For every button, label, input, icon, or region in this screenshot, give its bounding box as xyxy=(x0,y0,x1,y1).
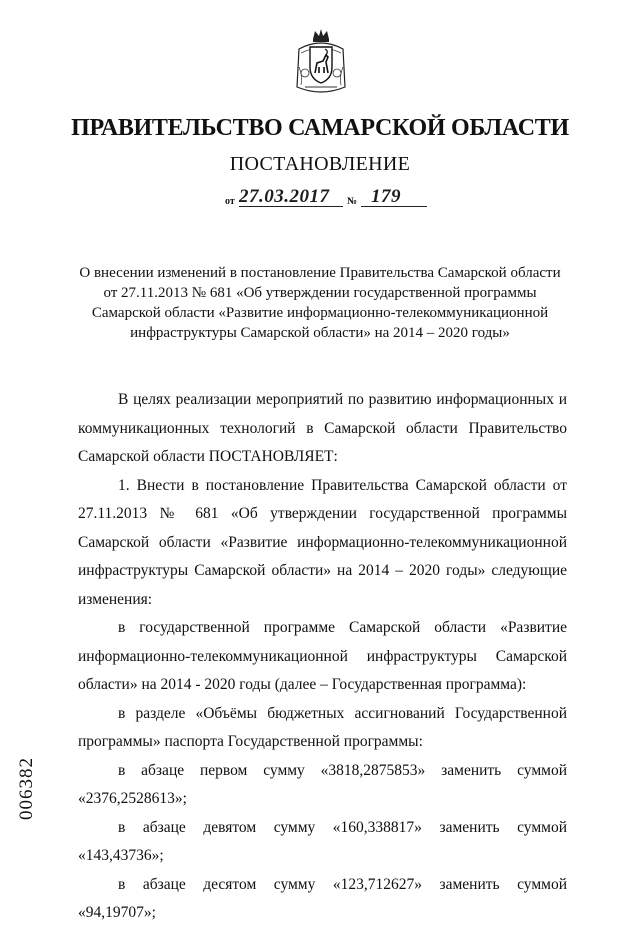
subject-line: от 27.11.2013 № 681 «Об утверждении государственной программы xyxy=(103,285,537,301)
date-prefix: от xyxy=(225,196,235,207)
subject-line: О внесении изменений в постановление Правительства Самарской области xyxy=(79,265,561,281)
date-number-line xyxy=(225,186,445,212)
number-handwritten: 179 xyxy=(371,186,401,207)
paragraph-program: в государственной программе Самарской области «Развитие информационно-телекоммуникационной инфраструктуры Самарской области» на 2014 - 2020 годы (далее – Государственная программа): xyxy=(78,619,567,693)
paragraph-first-abzac: в абзаце первом сумму «3818,2875853» заменить суммой «2376,2528613»; xyxy=(78,761,567,807)
serial-number: 006382 xyxy=(16,757,37,820)
paragraph-preamble: В целях реализации мероприятий по развитию информационных и коммуникационных технологий в Самарской области Правительство Самарской области ПОСТАНОВЛЯЕТ: xyxy=(78,391,567,465)
subject-line: инфраструктуры Самарской области» на 2014 – 2020 годы» xyxy=(130,325,510,341)
government-title: ПРАВИТЕЛЬСТВО САМАРСКОЙ ОБЛАСТИ xyxy=(71,115,569,141)
number-prefix: № xyxy=(347,196,358,207)
coat-of-arms-icon xyxy=(295,27,347,97)
paragraph-section: в разделе «Объёмы бюджетных ассигнований Государственной программы» паспорта Государственной программы: xyxy=(78,704,567,750)
paragraph-ninth-abzac: в абзаце девятом сумму «160,338817» заменить суммой «143,43736»; xyxy=(78,818,567,864)
subject-line: Самарской области «Развитие информационно-телекоммуникационной xyxy=(91,305,549,321)
document-subject xyxy=(70,263,570,343)
document-body xyxy=(78,386,567,928)
paragraph-item-1: 1. Внести в постановление Правительства Самарской области от 27.11.2013 № 681 «Об утверждении государственной программы Самарской области «Развитие информационно-телекоммуникационной инфраструктуры Самарской области» на 2014 – 2020 годы» следующие изменения: xyxy=(78,476,567,608)
paragraph-tenth-abzac: в абзаце десятом сумму «123,712627» заменить суммой «94,19707»; xyxy=(78,875,567,921)
date-handwritten: 27.03.2017 xyxy=(239,186,330,207)
document-type: ПОСТАНОВЛЕНИЕ xyxy=(229,153,411,175)
